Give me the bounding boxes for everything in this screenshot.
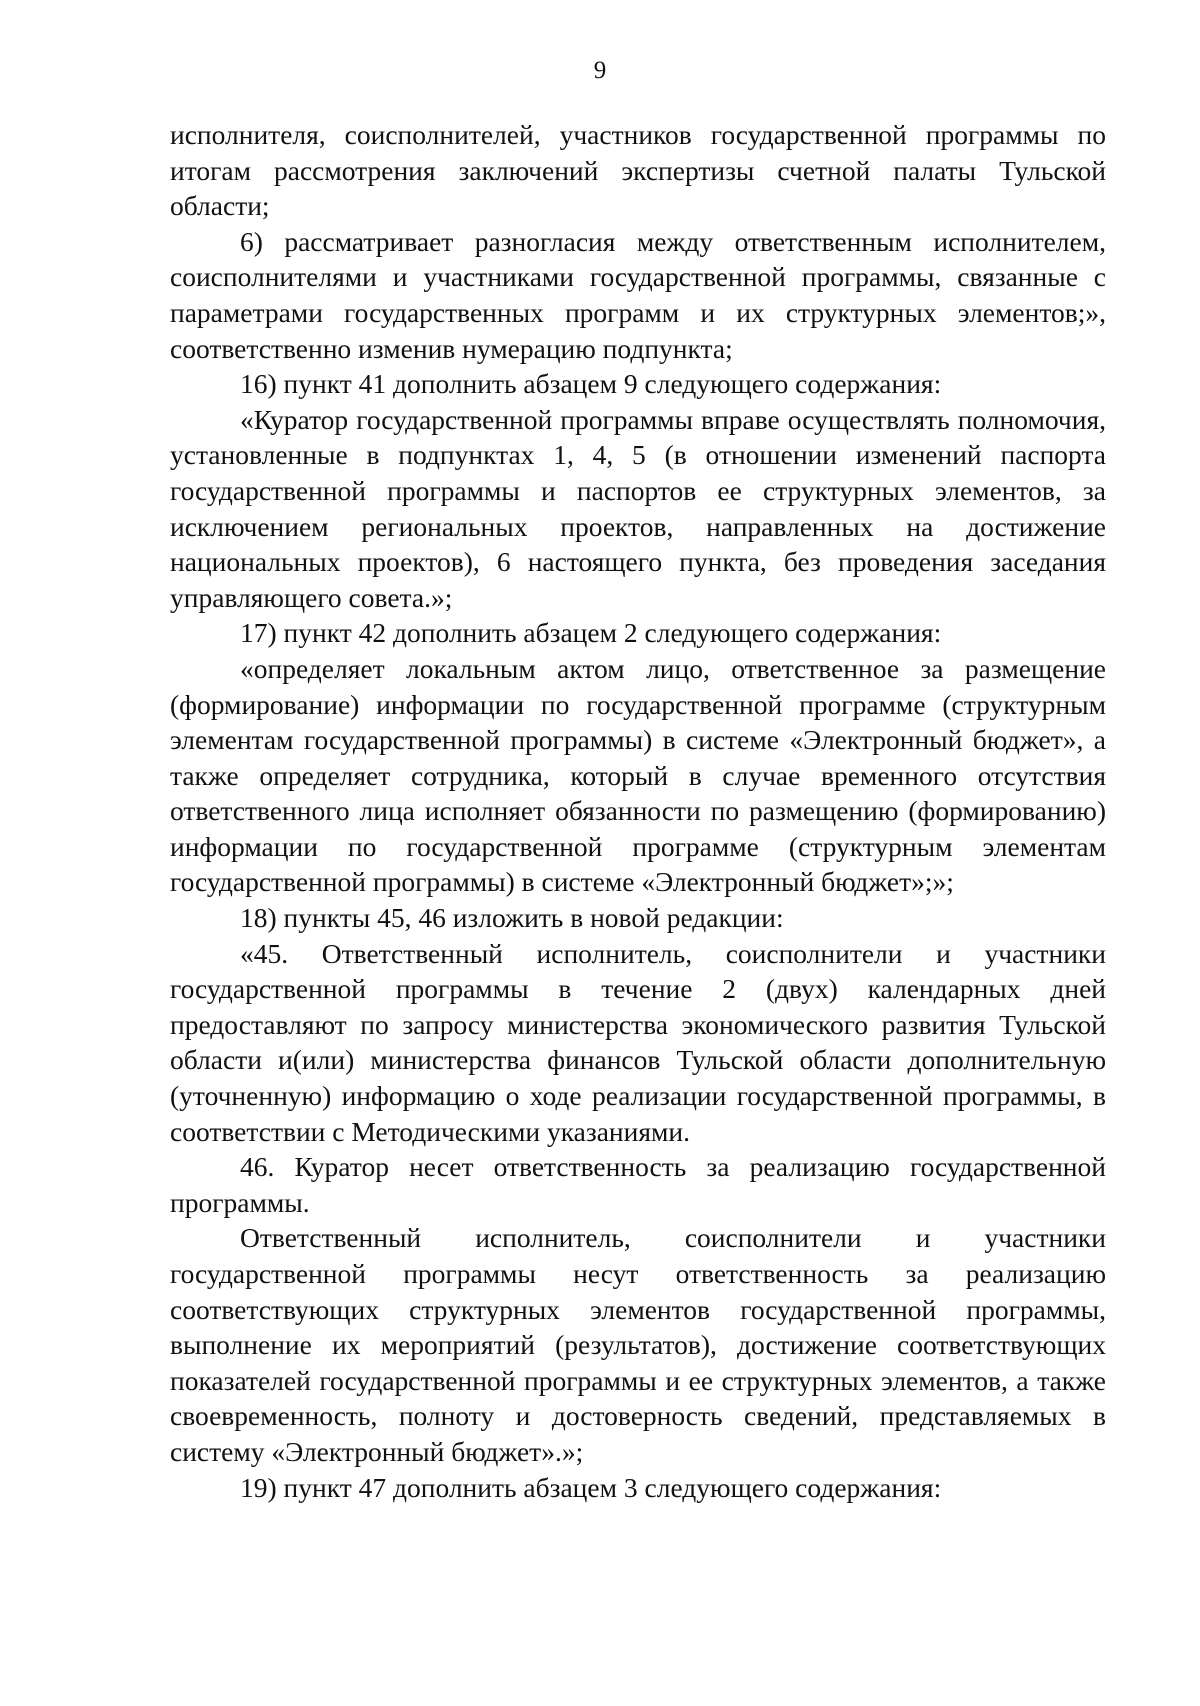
- page-number: 9: [593, 57, 607, 84]
- paragraph-point-45: «45. Ответственный исполнитель, соисполнители и участники государственной программы в течение 2 (двух) календарных дней предоставляют по запросу министерства экономического развития Тульской области и(или) министерства финансов Тульской области дополнительную (уточненную) информацию о ходе реализации государственной программы, в соответствии с Методическими указаниями.: [170, 937, 1106, 1147]
- document-body: [170, 117, 1106, 1505]
- paragraph-item-16: 16) пункт 41 дополнить абзацем 9 следующего содержания:: [240, 368, 942, 400]
- paragraph-point-46: 46. Куратор несет ответственность за реализацию государственной программы.: [170, 1151, 1106, 1218]
- paragraph-local-act: «определяет локальным актом лицо, ответственное за размещение (формирование) информации по государственной программе (структурным элементам государственной программы) в системе «Электронный бюджет», а также определяет сотрудника, который в случае временного отсутствия ответственного лица исполняет обязанности по размещению (формированию) информации по государственной программе (структурным элементам государственной программы) в системе «Электронный бюджет»;»;: [170, 652, 1106, 898]
- paragraph-item-18: 18) пункты 45, 46 изложить в новой редакции:: [240, 902, 784, 934]
- paragraph-item-17: 17) пункт 42 дополнить абзацем 2 следующего содержания:: [240, 617, 942, 649]
- paragraph-curator-powers: «Куратор государственной программы вправе осуществлять полномочия, установленные в подпунктах 1, 4, 5 (в отношении изменений паспорта государственной программы и паспортов ее структурных элементов, за исключением региональных проектов, направленных на достижение национальных проектов), 6 настоящего пункта, без проведения заседания управляющего совета.»;: [170, 403, 1106, 613]
- paragraph-subitem-6: 6) рассматривает разногласия между ответственным исполнителем, соисполнителями и участниками государственной программы, связанные с параметрами государственных программ и их структурных элементов;», соответственно изменив нумерацию подпункта;: [170, 225, 1106, 364]
- paragraph-item-19: 19) пункт 47 дополнить абзацем 3 следующего содержания:: [240, 1471, 942, 1503]
- paragraph-continuation: исполнителя, соисполнителей, участников государственной программы по итогам рассмотрения заключений экспертизы счетной палаты Тульской области;: [170, 119, 1106, 222]
- paragraph-responsibility: Ответственный исполнитель, соисполнители и участники государственной программы несут ответственность за реализацию соответствующих структурных элементов государственной программы, выполнение их мероприятий (результатов), достижение соответствующих показателей государственной программы и ее структурных элементов, а также своевременность, полноту и достоверность сведений, представляемых в систему «Электронный бюджет».»;: [170, 1222, 1106, 1467]
